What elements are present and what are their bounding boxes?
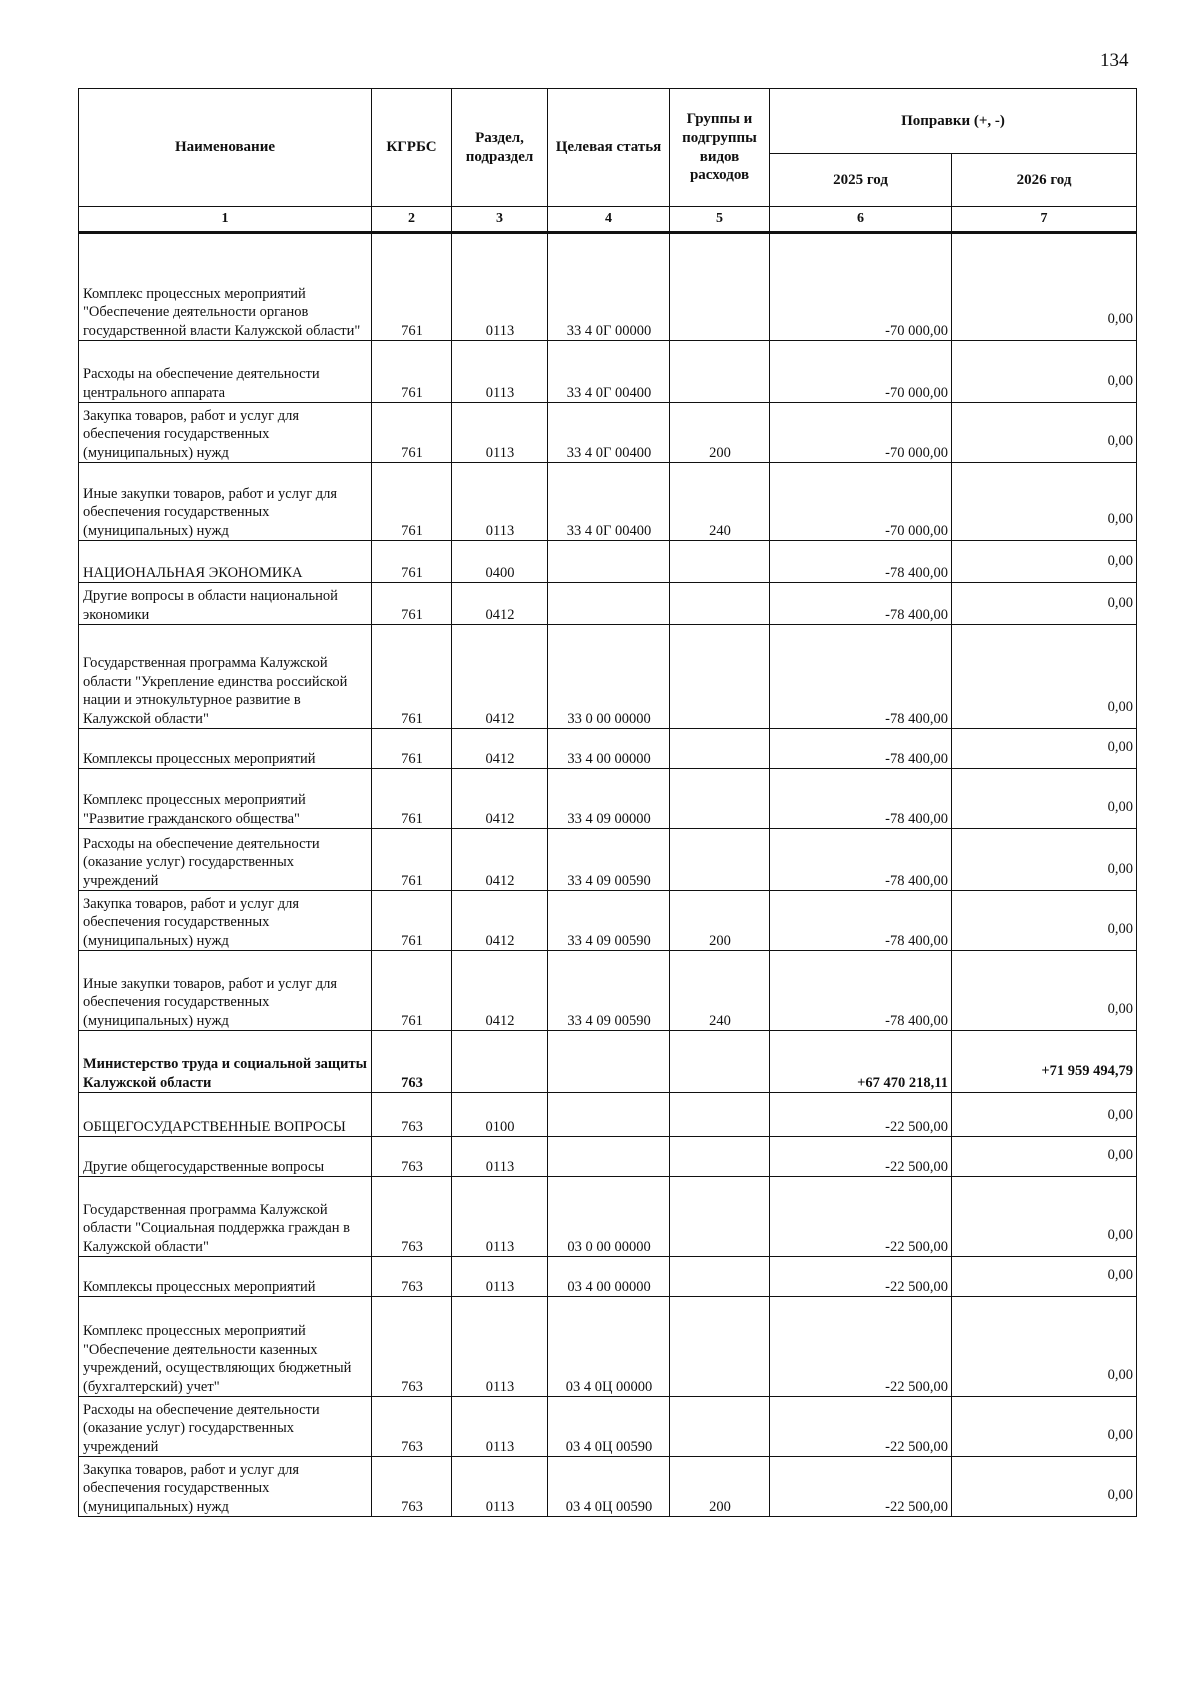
page-number: 134 [1100,50,1129,71]
cell-section: 0113 [452,403,548,463]
cell-2026 [952,403,1137,463]
cell-name: Закупка товаров, работ и услуг для обеспечения государственных (муниципальных) нужд [79,1457,372,1517]
cell-2025: -22 500,00 [770,1257,952,1297]
cell-section: 0113 [452,1137,548,1177]
budget-amendments-table [78,88,1137,1517]
cell-group: 200 [670,891,770,951]
table-row [79,583,1137,625]
cell-2026 [952,625,1137,729]
cell-group [670,1093,770,1137]
cell-section: 0412 [452,769,548,829]
cell-section: 0412 [452,583,548,625]
table-row [79,341,1137,403]
table-row [79,829,1137,891]
cell-section: 0100 [452,1093,548,1137]
value-2026: 0,00 [1107,1366,1134,1383]
value-2026: 0,00 [1107,698,1134,715]
value-2026: 0,00 [1107,1486,1134,1503]
cell-target: 33 4 0Г 00000 [548,233,670,341]
cell-group: 200 [670,1457,770,1517]
table-row [79,1177,1137,1257]
header-year-2025: 2025 год [770,154,952,207]
cell-2026 [952,1177,1137,1257]
cell-section: 0113 [452,233,548,341]
cell-2025: -22 500,00 [770,1457,952,1517]
header-amendments: Поправки (+, -) [770,89,1137,154]
cell-target: 33 4 09 00590 [548,829,670,891]
cell-kgrbs: 761 [372,341,452,403]
table-row [79,233,1137,341]
value-2026: 0,00 [1107,1426,1134,1443]
cell-kgrbs: 761 [372,625,452,729]
cell-group [670,541,770,583]
table-row [79,1257,1137,1297]
cell-name: Расходы на обеспечение деятельности центрального аппарата [79,341,372,403]
value-2026: 0,00 [1107,594,1134,611]
value-2026: 0,00 [1107,310,1134,327]
cell-2026 [952,1257,1137,1297]
cell-section: 0412 [452,625,548,729]
value-2026: 0,00 [1107,860,1134,877]
value-2026: 0,00 [1107,1106,1134,1123]
table-row [79,1093,1137,1137]
column-number: 5 [670,207,770,233]
value-2026: 0,00 [1107,552,1134,569]
cell-target: 03 4 0Ц 00000 [548,1297,670,1397]
value-2026: 0,00 [1107,798,1134,815]
cell-2026 [952,1397,1137,1457]
cell-2025: -78 400,00 [770,891,952,951]
column-number: 2 [372,207,452,233]
cell-kgrbs: 763 [372,1093,452,1137]
cell-name: Комплекс процессных мероприятий "Обеспечение деятельности органов государственной власти Калужской области" [79,233,372,341]
table-row [79,891,1137,951]
value-2026: 0,00 [1107,920,1134,937]
cell-group [670,1031,770,1093]
column-number: 1 [79,207,372,233]
cell-2025: -22 500,00 [770,1137,952,1177]
cell-section: 0412 [452,729,548,769]
cell-section: 0113 [452,1397,548,1457]
cell-target: 33 4 0Г 00400 [548,341,670,403]
cell-target [548,1093,670,1137]
cell-group [670,829,770,891]
cell-2026 [952,541,1137,583]
cell-target: 33 4 09 00590 [548,891,670,951]
table-row [79,951,1137,1031]
cell-group: 240 [670,463,770,541]
cell-section [452,1031,548,1093]
value-2026: 0,00 [1107,1266,1134,1283]
cell-name: Министерство труда и социальной защиты Калужской области [79,1031,372,1093]
cell-name: ОБЩЕГОСУДАРСТВЕННЫЕ ВОПРОСЫ [79,1093,372,1137]
value-2026: +71 959 494,79 [1041,1062,1134,1079]
table-row [79,541,1137,583]
cell-kgrbs: 761 [372,769,452,829]
cell-2025: -78 400,00 [770,729,952,769]
column-number: 3 [452,207,548,233]
cell-2025: -70 000,00 [770,341,952,403]
cell-target: 03 4 00 00000 [548,1257,670,1297]
cell-section: 0113 [452,1177,548,1257]
cell-target [548,1137,670,1177]
cell-kgrbs: 761 [372,583,452,625]
value-2026: 0,00 [1107,510,1134,527]
cell-kgrbs: 761 [372,403,452,463]
cell-kgrbs: 761 [372,233,452,341]
column-number: 7 [952,207,1137,233]
cell-kgrbs: 761 [372,729,452,769]
table-row [79,729,1137,769]
cell-2025: -22 500,00 [770,1177,952,1257]
cell-2025: -78 400,00 [770,951,952,1031]
column-number: 6 [770,207,952,233]
cell-name: Закупка товаров, работ и услуг для обеспечения государственных (муниципальных) нужд [79,403,372,463]
cell-2026 [952,729,1137,769]
cell-section: 0113 [452,1457,548,1517]
cell-section: 0412 [452,951,548,1031]
value-2026: 0,00 [1107,1226,1134,1243]
cell-section: 0113 [452,1257,548,1297]
column-number: 4 [548,207,670,233]
cell-2025: -78 400,00 [770,541,952,583]
cell-section: 0113 [452,1297,548,1397]
cell-2026 [952,1457,1137,1517]
cell-kgrbs: 763 [372,1297,452,1397]
cell-name: Комплексы процессных мероприятий [79,1257,372,1297]
cell-target: 33 4 0Г 00400 [548,463,670,541]
cell-target: 03 4 0Ц 00590 [548,1457,670,1517]
header-kgrbs: КГРБС [372,89,452,207]
cell-name: Иные закупки товаров, работ и услуг для обеспечения государственных (муниципальных) нужд [79,463,372,541]
table-row [79,1457,1137,1517]
value-2026: 0,00 [1107,1000,1134,1017]
cell-2026 [952,1093,1137,1137]
cell-2026 [952,1137,1137,1177]
table-row [79,625,1137,729]
cell-kgrbs: 761 [372,891,452,951]
cell-target: 33 4 0Г 00400 [548,403,670,463]
value-2026: 0,00 [1107,432,1134,449]
cell-target: 33 4 00 00000 [548,729,670,769]
cell-target [548,583,670,625]
cell-name: Иные закупки товаров, работ и услуг для обеспечения государственных (муниципальных) нужд [79,951,372,1031]
header-year-2026: 2026 год [952,154,1137,207]
cell-group [670,1397,770,1457]
table-row [79,1397,1137,1457]
cell-name: Комплекс процессных мероприятий "Обеспечение деятельности казенных учреждений, осуществляющих бюджетный (бухгалтерский) учет" [79,1297,372,1397]
table-row [79,403,1137,463]
cell-section: 0113 [452,341,548,403]
cell-2026 [952,341,1137,403]
cell-target: 33 4 09 00590 [548,951,670,1031]
cell-2026 [952,769,1137,829]
cell-section: 0412 [452,829,548,891]
cell-kgrbs: 763 [372,1137,452,1177]
cell-2025: -70 000,00 [770,233,952,341]
cell-2025: -22 500,00 [770,1297,952,1397]
cell-kgrbs: 763 [372,1457,452,1517]
cell-target: 03 0 00 00000 [548,1177,670,1257]
cell-name: Комплекс процессных мероприятий "Развитие гражданского общества" [79,769,372,829]
cell-kgrbs: 763 [372,1397,452,1457]
cell-2025: -70 000,00 [770,403,952,463]
cell-group [670,1177,770,1257]
cell-group [670,769,770,829]
cell-group [670,1257,770,1297]
cell-2026 [952,891,1137,951]
cell-2025: -70 000,00 [770,463,952,541]
cell-section: 0412 [452,891,548,951]
cell-target [548,1031,670,1093]
table-row [79,1297,1137,1397]
cell-group [670,729,770,769]
cell-target: 03 4 0Ц 00590 [548,1397,670,1457]
cell-kgrbs: 763 [372,1257,452,1297]
cell-name: Государственная программа Калужской области "Укрепление единства российской нации и этнокультурное развитие в Калужской области" [79,625,372,729]
cell-group [670,233,770,341]
value-2026: 0,00 [1107,372,1134,389]
cell-kgrbs: 761 [372,541,452,583]
cell-2026 [952,829,1137,891]
cell-2025: -78 400,00 [770,829,952,891]
header-section: Раздел, подраздел [452,89,548,207]
cell-2026 [952,951,1137,1031]
cell-group [670,625,770,729]
cell-kgrbs: 761 [372,951,452,1031]
cell-target: 33 0 00 00000 [548,625,670,729]
cell-kgrbs: 763 [372,1031,452,1093]
table-row [79,463,1137,541]
cell-2026 [952,1031,1137,1093]
cell-target [548,541,670,583]
cell-name: Расходы на обеспечение деятельности (оказание услуг) государственных учреждений [79,1397,372,1457]
cell-section: 0113 [452,463,548,541]
cell-2026 [952,233,1137,341]
cell-group [670,1297,770,1397]
cell-group [670,341,770,403]
header-name: Наименование [79,89,372,207]
cell-kgrbs: 761 [372,829,452,891]
cell-kgrbs: 763 [372,1177,452,1257]
table-body [79,233,1137,1517]
cell-2026 [952,583,1137,625]
table-row [79,1031,1137,1093]
table-row [79,769,1137,829]
cell-2025: -22 500,00 [770,1397,952,1457]
cell-name: Расходы на обеспечение деятельности (оказание услуг) государственных учреждений [79,829,372,891]
cell-group: 200 [670,403,770,463]
cell-name: Другие общегосударственные вопросы [79,1137,372,1177]
cell-group [670,1137,770,1177]
header-target: Целевая статья [548,89,670,207]
table-row [79,1137,1137,1177]
cell-name: Другие вопросы в области национальной экономики [79,583,372,625]
cell-section: 0400 [452,541,548,583]
header-groups: Группы и подгруппы видов расходов [670,89,770,207]
cell-name: НАЦИОНАЛЬНАЯ ЭКОНОМИКА [79,541,372,583]
cell-2025: -78 400,00 [770,769,952,829]
cell-name: Комплексы процессных мероприятий [79,729,372,769]
cell-name: Государственная программа Калужской области "Социальная поддержка граждан в Калужской области" [79,1177,372,1257]
cell-2025: -78 400,00 [770,625,952,729]
value-2026: 0,00 [1107,738,1134,755]
cell-2025: +67 470 218,11 [770,1031,952,1093]
cell-2025: -78 400,00 [770,583,952,625]
cell-target: 33 4 09 00000 [548,769,670,829]
cell-2025: -22 500,00 [770,1093,952,1137]
cell-name: Закупка товаров, работ и услуг для обеспечения государственных (муниципальных) нужд [79,891,372,951]
cell-group [670,583,770,625]
cell-2026 [952,463,1137,541]
cell-kgrbs: 761 [372,463,452,541]
cell-group: 240 [670,951,770,1031]
cell-2026 [952,1297,1137,1397]
value-2026: 0,00 [1107,1146,1134,1163]
